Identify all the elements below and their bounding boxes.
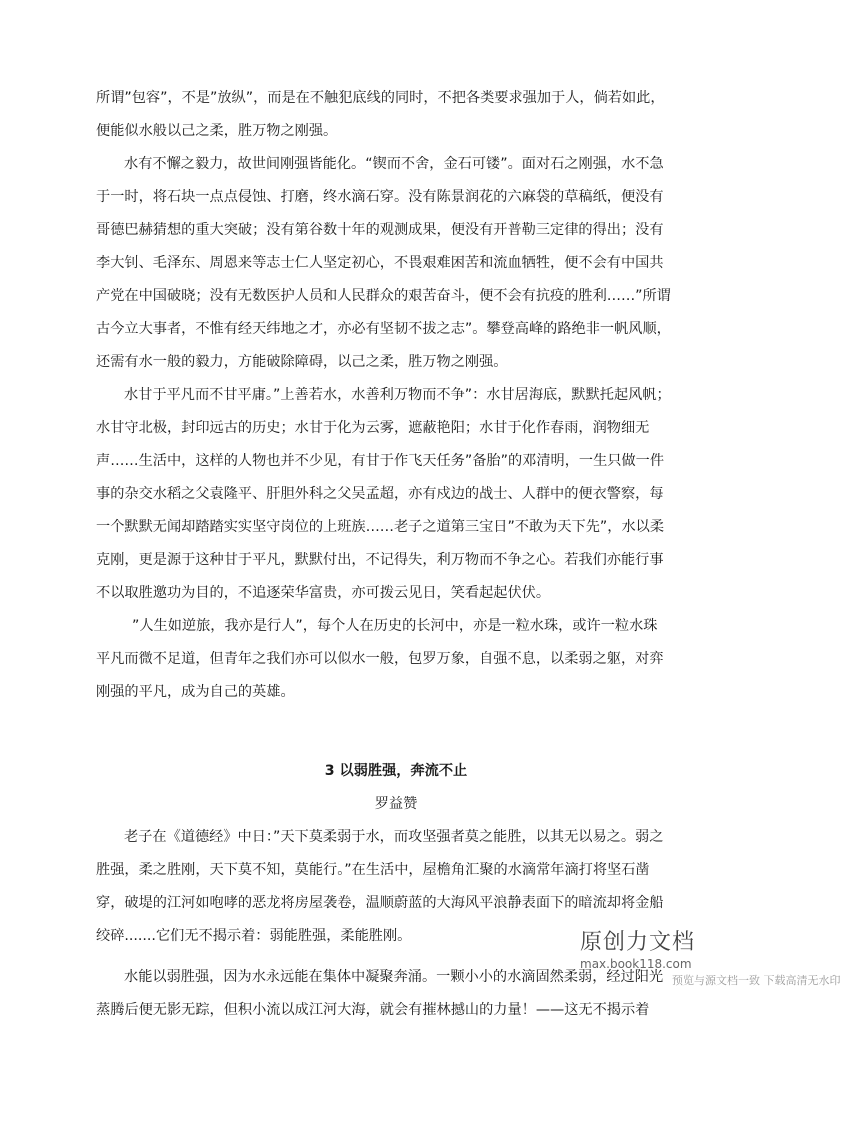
- watermark-url: max.book118.com: [580, 957, 692, 971]
- text-line: 刚强的平凡，成为自己的英雄。: [96, 684, 295, 700]
- text-line: 还需有水一般的毅力，方能破除障碍，以己之柔，胜万物之刚强。: [96, 354, 508, 370]
- watermark: [580, 930, 780, 972]
- text-line: 哥德巴赫猜想的重大突破；没有第谷数十年的观测成果，便没有开普勒三定律的得出；没有: [96, 222, 664, 238]
- text-line: 所谓”包容”，不是”放纵”，而是在不触犯底线的同时，不把各类要求强加于人，倘若如此，: [96, 90, 665, 106]
- section-heading: 3 以弱胜强，奔流不止: [324, 763, 468, 779]
- text-line: 绞碎.......它们无不揭示着：弱能胜强，柔能胜刚。: [96, 928, 412, 944]
- text-line: 一个默默无闻却踏踏实实坚守岗位的上班族……老子之道第三宝日”不敢为天下先”，水以柔: [96, 519, 665, 535]
- text-line: 于一时，将石块一点点侵蚀、打磨，终水滴石穿。没有陈景润花的六麻袋的草稿纸，便没有: [96, 189, 664, 205]
- text-line: 水甘于平凡而不甘平庸。”上善若水，水善利万物而不争”：水甘居海底，默默托起风帆；: [124, 387, 671, 403]
- text-line: ”人生如逆旅，我亦是行人”，每个人在历史的长河中，亦是一粒水珠，或许一粒水珠: [132, 618, 658, 634]
- section-author: 罗益赞: [374, 796, 418, 812]
- text-line: 声……生活中，这样的人物也并不少见，有甘于作飞天任务”备胎”的邓清明，一生只做一件: [96, 453, 665, 469]
- text-line: 产党在中国破晓；没有无数医护人员和人民群众的艰苦奋斗，便不会有抗疫的胜利……”所谓: [96, 288, 671, 304]
- text-line: 水能以弱胜强，因为水永远能在集体中凝聚奔涌。一颗小小的水滴固然柔弱，经过阳光: [124, 969, 664, 985]
- text-line: 古今立大事者，不惟有经天纬地之才，亦必有坚韧不拔之志”。攀登高峰的路绝非一帆风顺，: [96, 321, 671, 337]
- text-line: 蒸腾后便无影无踪，但积小流以成江河大海，就会有摧林撼山的力量！——这无不揭示着: [96, 1002, 650, 1018]
- text-line: 克刚，更是源于这种甘于平凡，默默付出，不记得失，利万物而不争之心。若我们亦能行事: [96, 552, 664, 568]
- watermark-tail: 预览与源文档一致 下载高清无水印: [672, 974, 841, 987]
- text-line: 事的杂交水稻之父袁隆平、肝胆外科之父吴孟超，亦有戍边的战士、人群中的便衣警察，每: [96, 486, 664, 502]
- text-line: 水有不懈之毅力，故世间刚强皆能化。“锲而不舍，金石可镂”。面对石之刚强，水不急: [124, 156, 664, 172]
- watermark-title: 原创力文档: [580, 930, 696, 955]
- text-line: 李大钊、毛泽东、周恩来等志士仁人坚定初心，不畏艰难困苦和流血牺牲，便不会有中国共: [96, 255, 664, 271]
- text-line: 便能似水般以己之柔，胜万物之刚强。: [96, 123, 338, 139]
- text-line: 穿，破堤的江河如咆哮的恶龙将房屋袭卷，温顺蔚蓝的大海风平浪静表面下的暗流却将金船: [96, 895, 664, 911]
- text-line: 水甘守北极，封印远古的历史；水甘于化为云雾，遮蔽艳阳；水甘于化作春雨，润物细无: [96, 420, 650, 436]
- text-line: 平凡而微不足道，但青年之我们亦可以似水一般，包罗万象，自强不息，以柔弱之躯，对弈: [96, 651, 664, 667]
- text-line: 不以取胜邀功为目的，不追逐荣华富贵，亦可拨云见日，笑看起起伏伏。: [96, 585, 551, 601]
- text-line: 老子在《道德经》中日：”天下莫柔弱于水，而攻坚强者莫之能胜，以其无以易之。弱之: [124, 829, 664, 845]
- text-line: 胜强，柔之胜刚，天下莫不知，莫能行。”在生活中，屋檐角汇聚的水滴常年滴打将坚石凿: [96, 862, 650, 878]
